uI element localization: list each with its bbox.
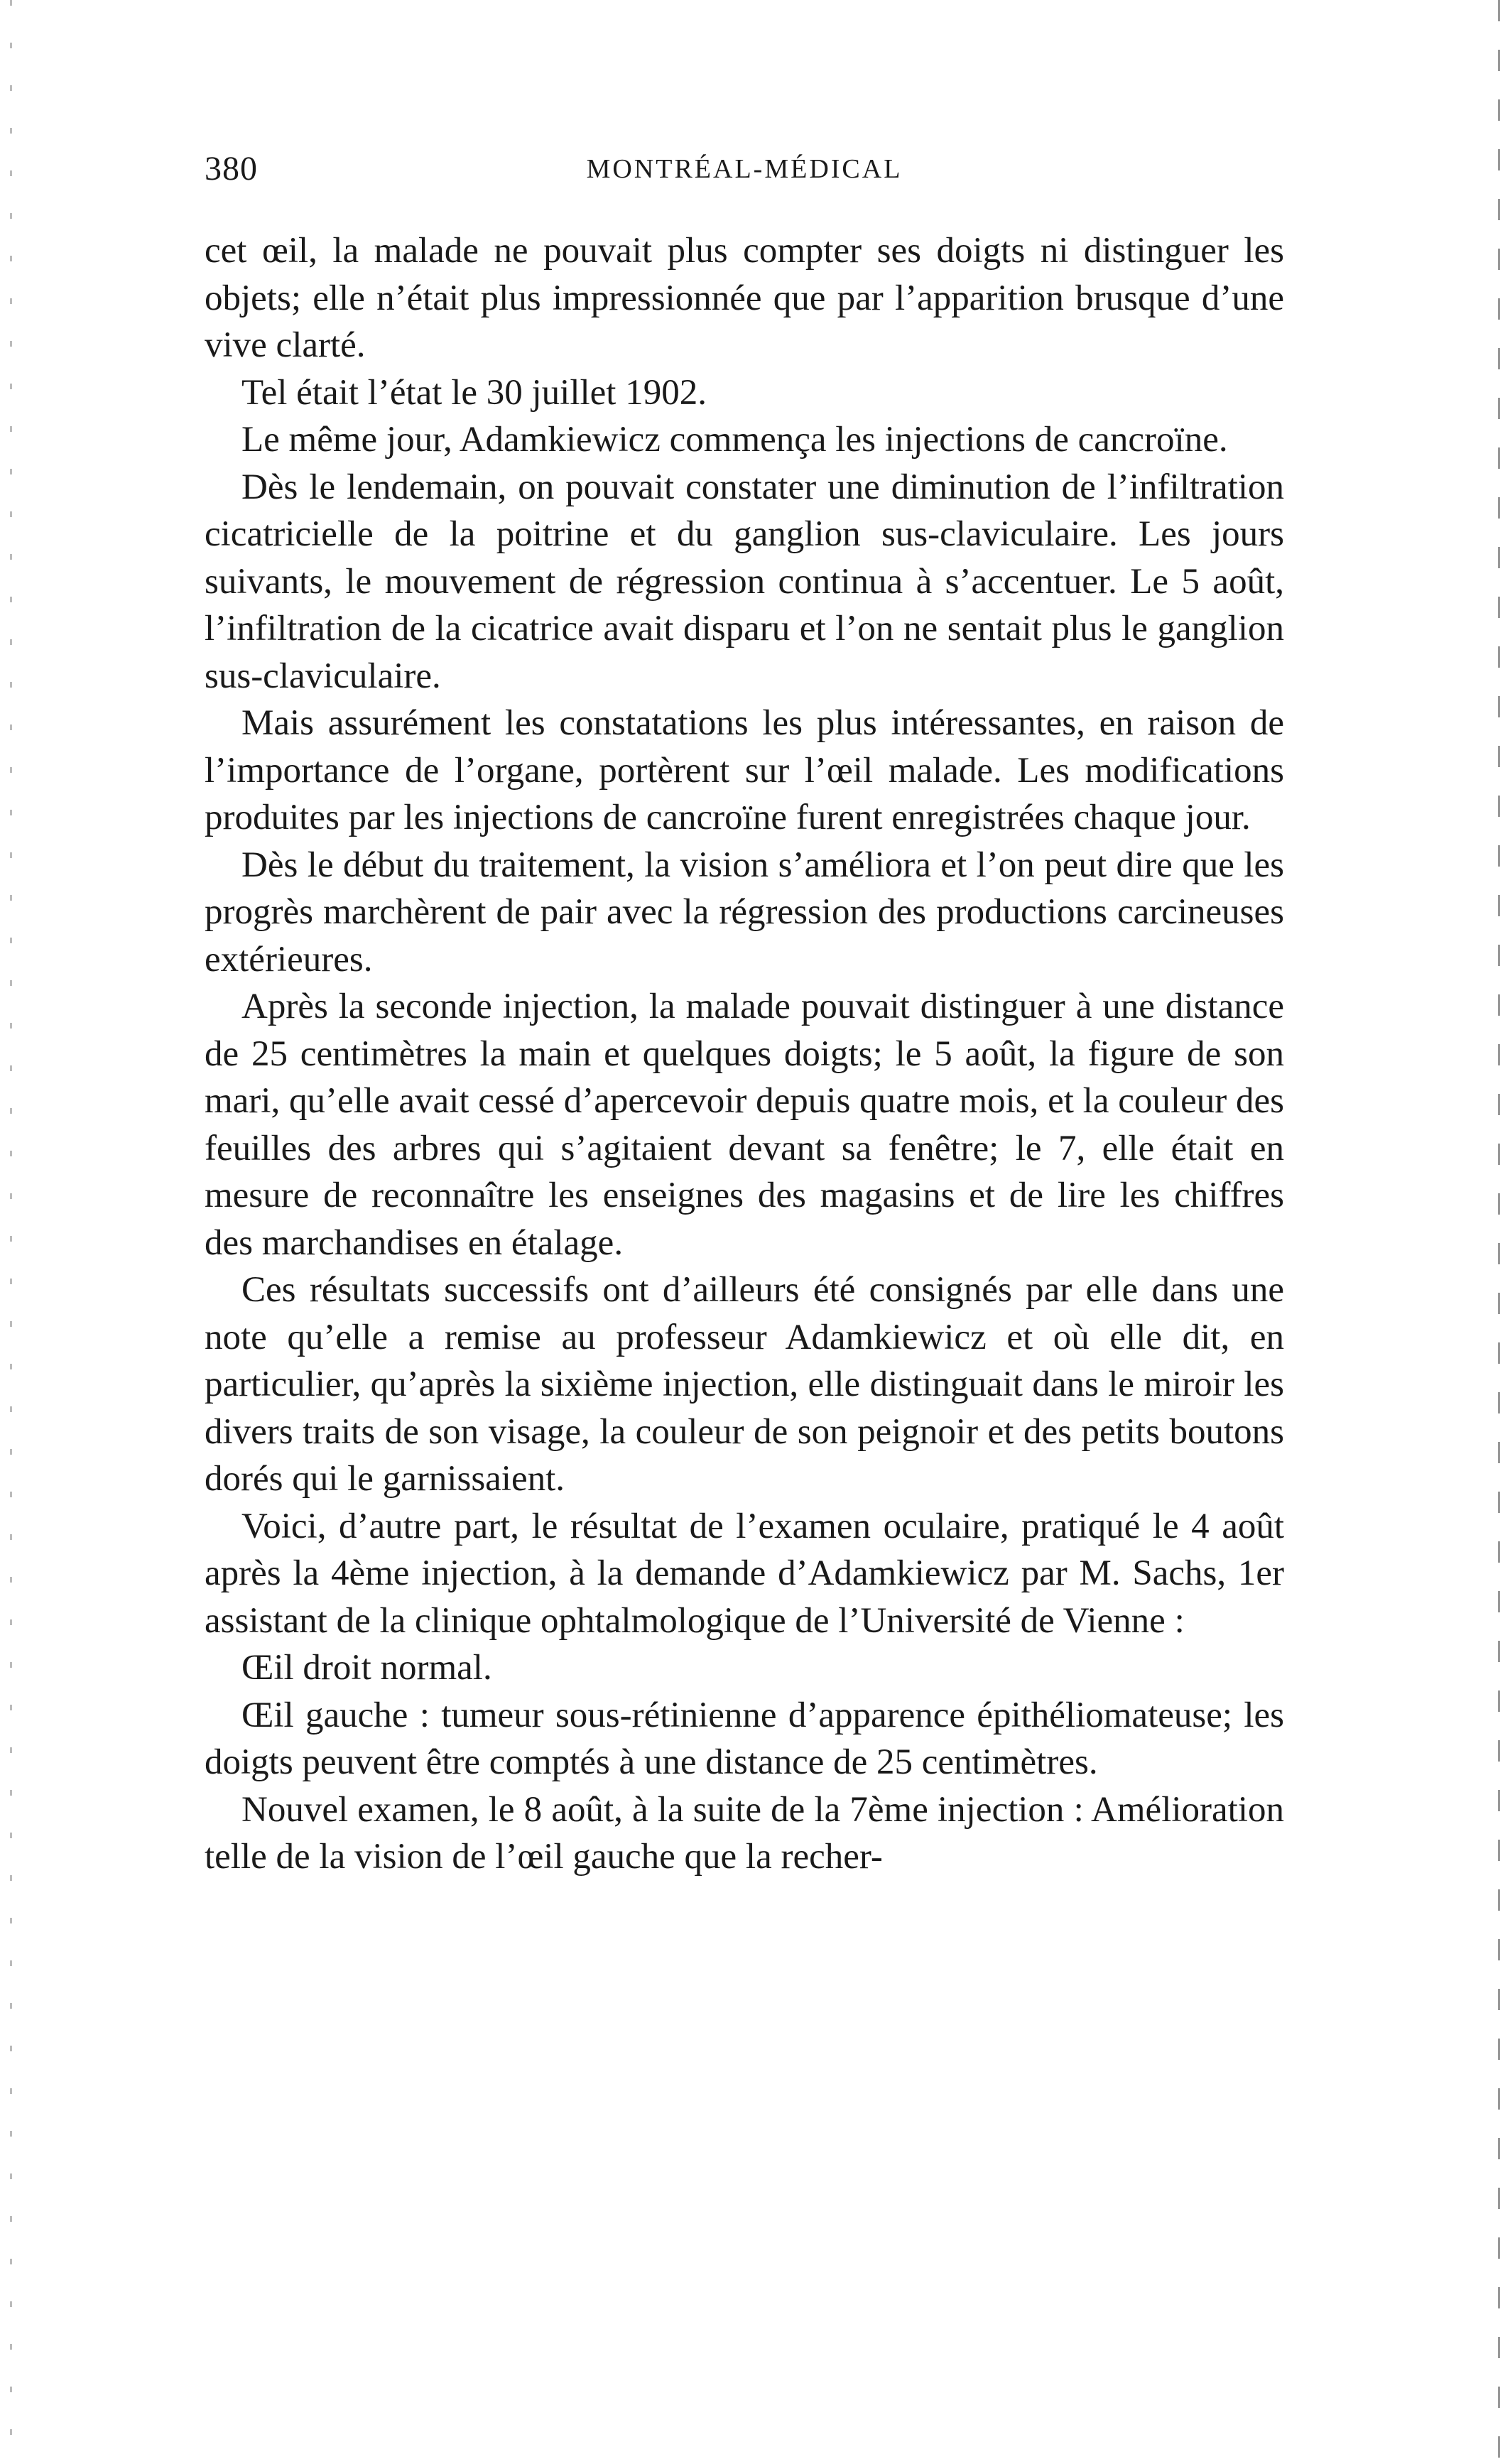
paragraph: Après la seconde injection, la malade pouvait distinguer à une distance de 25 centimètres la main et quelques doigts; le 5 août, la figure de son mari, qu’elle avait cessé d’apercevoir depuis quatre mois, et la couleur des feuilles des arbres qui s’agitaient devant sa fenêtre; le 7, elle était en mesure de reconnaître les enseignes des magasins et de lire les chiffres des marchandises en étalage. [205, 987, 1284, 1263]
paragraph: Mais assurément les constatations les plus intéressantes, en raison de l’importance de l’organe, portèrent sur l’œil malade. Les modifications produites par les injections de cancroïne furent enregistrées chaque jour. [205, 703, 1284, 837]
scan-edge-left [10, 0, 12, 2464]
running-header [205, 149, 1284, 199]
scan-edge-right [1498, 0, 1500, 2464]
paragraph: Nouvel examen, le 8 août, à la suite de la 7ème injection : Amélioration telle de la vision de l’œil gauche que la recher- [205, 1789, 1284, 1877]
paragraph: Dès le début du traitement, la vision s’améliora et l’on peut dire que les progrès marchèrent de pair avec la régression des productions carcineuses extérieures. [205, 845, 1284, 979]
page-number: 380 [205, 150, 258, 188]
body-text [205, 227, 1284, 1881]
paragraph: Tel était l’état le 30 juillet 1902. [241, 372, 707, 413]
paragraph: Œil gauche : tumeur sous-rétinienne d’apparence épithéliomateuse; les doigts peuvent être comptés à une distance de 25 centimètres. [205, 1695, 1284, 1782]
journal-title: MONTRÉAL-MÉDICAL [586, 154, 903, 184]
paragraph: Dès le lendemain, on pouvait constater une diminution de l’infiltration cicatricielle de la poitrine et du ganglion sus-claviculaire. Les jours suivants, le mouvement de régression continua à s’accentuer. Le 5 août, l’infiltration de la cicatrice avait disparu et l’on ne sentait plus le ganglion sus-claviculaire. [205, 467, 1284, 696]
paragraph: cet œil, la malade ne pouvait plus compter ses doigts ni distinguer les objets; elle n’était plus impressionnée que par l’apparition brusque d’une vive clarté. [205, 231, 1284, 365]
paragraph: Le même jour, Adamkiewicz commença les injections de cancroïne. [241, 420, 1228, 460]
paragraph: Œil droit normal. [241, 1648, 492, 1688]
paragraph: Ces résultats successifs ont d’ailleurs été consignés par elle dans une note qu’elle a remise au professeur Adamkiewicz et où elle dit, en particulier, qu’après la sixième injection, elle distinguait dans le miroir les divers traits de son visage, la couleur de son peignoir et des petits boutons dorés qui le garnissaient. [205, 1270, 1284, 1499]
document-page [205, 149, 1284, 1881]
paragraph: Voici, d’autre part, le résultat de l’examen oculaire, pratiqué le 4 août après la 4ème injection, à la demande d’Adamkiewicz par M. Sachs, 1er assistant de la clinique ophtalmologique de l’Université de Vienne : [205, 1506, 1284, 1641]
